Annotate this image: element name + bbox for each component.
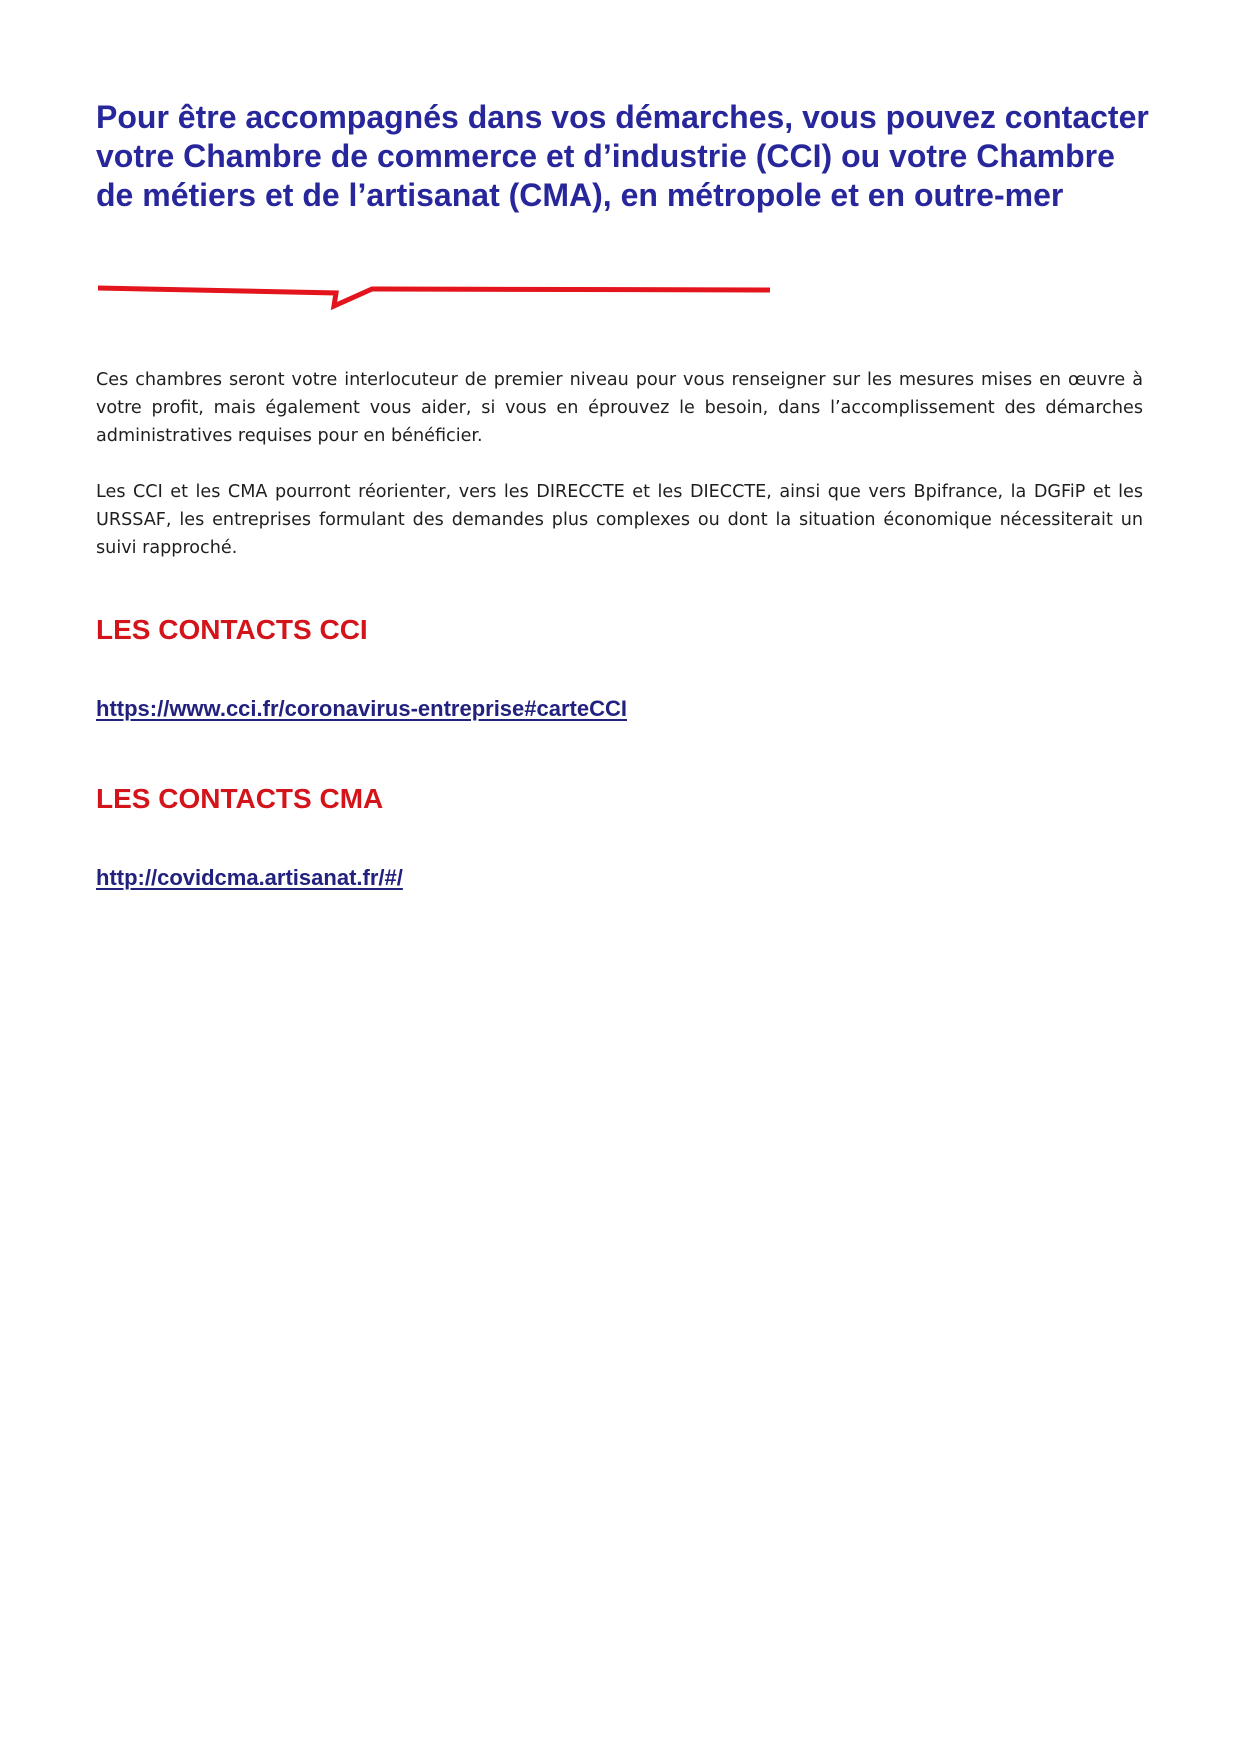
reorientation-paragraph: Les CCI et les CMA pourront réorienter, vers les DIRECCTE et les DIECCTE, ainsi que vers Bpifrance, la DGFiP et les URSSAF, les entreprises formulant des demandes plus complexes ou dont la situation économique nécessiterait un suivi rapproché.: [96, 482, 1143, 558]
section-heading-cma: LES CONTACTS CMA: [96, 783, 384, 814]
page-title: Pour être accompagnés dans vos démarches, vous pouvez contacter votre Chambre de commerce et d’industrie (CCI) ou votre Chambre de métiers et de l’artisanat (CMA), en métropole et en outre-mer: [96, 99, 1149, 213]
cci-contacts-link[interactable]: https://www.cci.fr/coronavirus-entreprise#carteCCI: [96, 696, 627, 721]
cma-contacts-link[interactable]: http://covidcma.artisanat.fr/#/: [96, 865, 403, 890]
red-divider-line: [96, 278, 770, 314]
section-heading-cci: LES CONTACTS CCI: [96, 614, 368, 645]
intro-paragraph: Ces chambres seront votre interlocuteur de premier niveau pour vous renseigner sur les mesures mises en œuvre à votre profit, mais également vous aider, si vous en éprouvez le besoin, dans l’accomplissement des démarches administratives requises pour en bénéficier.: [96, 370, 1143, 446]
